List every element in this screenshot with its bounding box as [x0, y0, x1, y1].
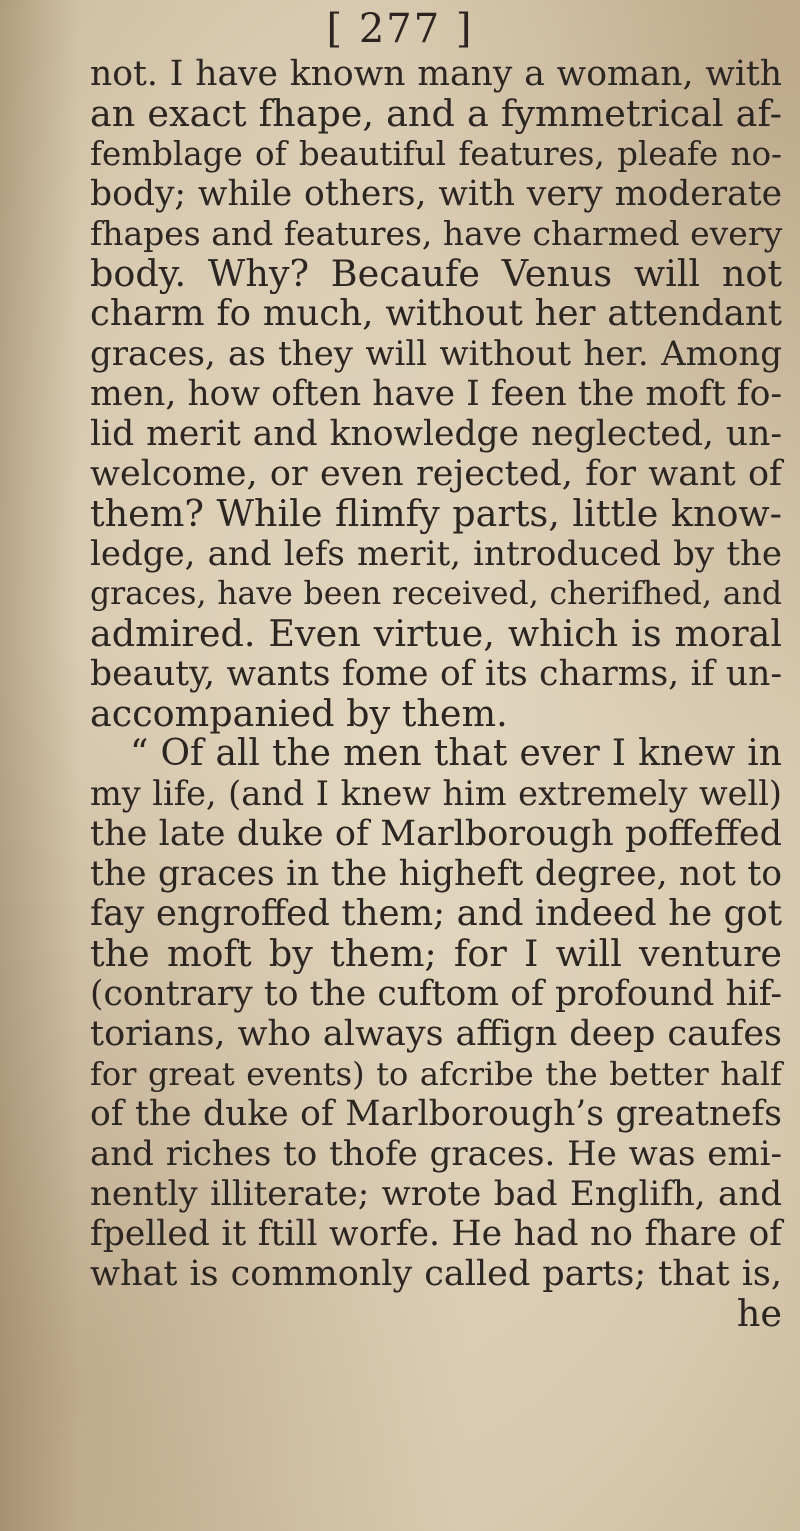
text-line-22: fay engroffed them; and indeed he got [90, 893, 782, 934]
text-line-3: femblage of beautiful features, pleafe no- [90, 135, 782, 173]
text-line-30: fpelled it ftill worfe. He had no fhare of [90, 1214, 782, 1254]
text-line-27: of the duke of Marlborough’s greatnefs [90, 1094, 782, 1134]
text-line-4: body; while others, with very moderate [90, 174, 782, 214]
page-number: [ 277 ] [326, 6, 474, 52]
text-line-21: the graces in the higheft degree, not to [90, 854, 782, 894]
text-line-16: beauty, wants fome of its charms, if un- [90, 654, 782, 694]
text-line-18: “ Of all the men that ever I knew in [130, 733, 782, 774]
text-line-13: ledge, and lefs merit, introduced by the [90, 534, 782, 574]
text-line-6: body. Why? Becaufe Venus will not [90, 252, 782, 295]
text-line-31: what is commonly called parts; that is, [90, 1254, 782, 1294]
text-line-29: nently illiterate; wrote bad Englifh, and [90, 1174, 782, 1214]
text-line-12: them? While flimfy parts, little know- [90, 492, 782, 535]
text-line-24: (contrary to the cuftom of profound hif- [90, 974, 782, 1014]
text-line-9: men, how often have I feen the moft fo- [90, 374, 782, 414]
catchword: he [736, 1292, 782, 1335]
text-line-2: an exact fhape, and a fymmetrical af- [90, 92, 782, 135]
text-line-19: my life, (and I knew him extremely well) [90, 774, 782, 813]
text-line-23: the moft by them; for I will venture [90, 932, 782, 975]
text-line-10: lid merit and knowledge neglected, un- [90, 414, 782, 454]
text-line-25: torians, who always affign deep caufes [90, 1014, 782, 1054]
text-line-15: admired. Even virtue, which is moral [90, 612, 782, 655]
text-line-20: the late duke of Marlborough poffeffed [90, 814, 782, 854]
text-line-17: accompanied by them. [90, 692, 508, 735]
text-line-7: charm fo much, without her attendant [90, 293, 782, 334]
text-line-8: graces, as they will without her. Among [90, 334, 782, 374]
text-line-28: and riches to thofe graces. He was emi- [90, 1134, 782, 1174]
text-line-5: fhapes and features, have charmed every [90, 214, 783, 253]
page-edge-shadow [0, 0, 80, 1531]
text-line-11: welcome, or even rejected, for want of [90, 454, 782, 494]
text-line-14: graces, have been received, cherifhed, and [90, 576, 782, 612]
text-line-26: for great events) to afcribe the better half [90, 1055, 782, 1093]
text-line-1: not. I have known many a woman, with [90, 54, 782, 94]
